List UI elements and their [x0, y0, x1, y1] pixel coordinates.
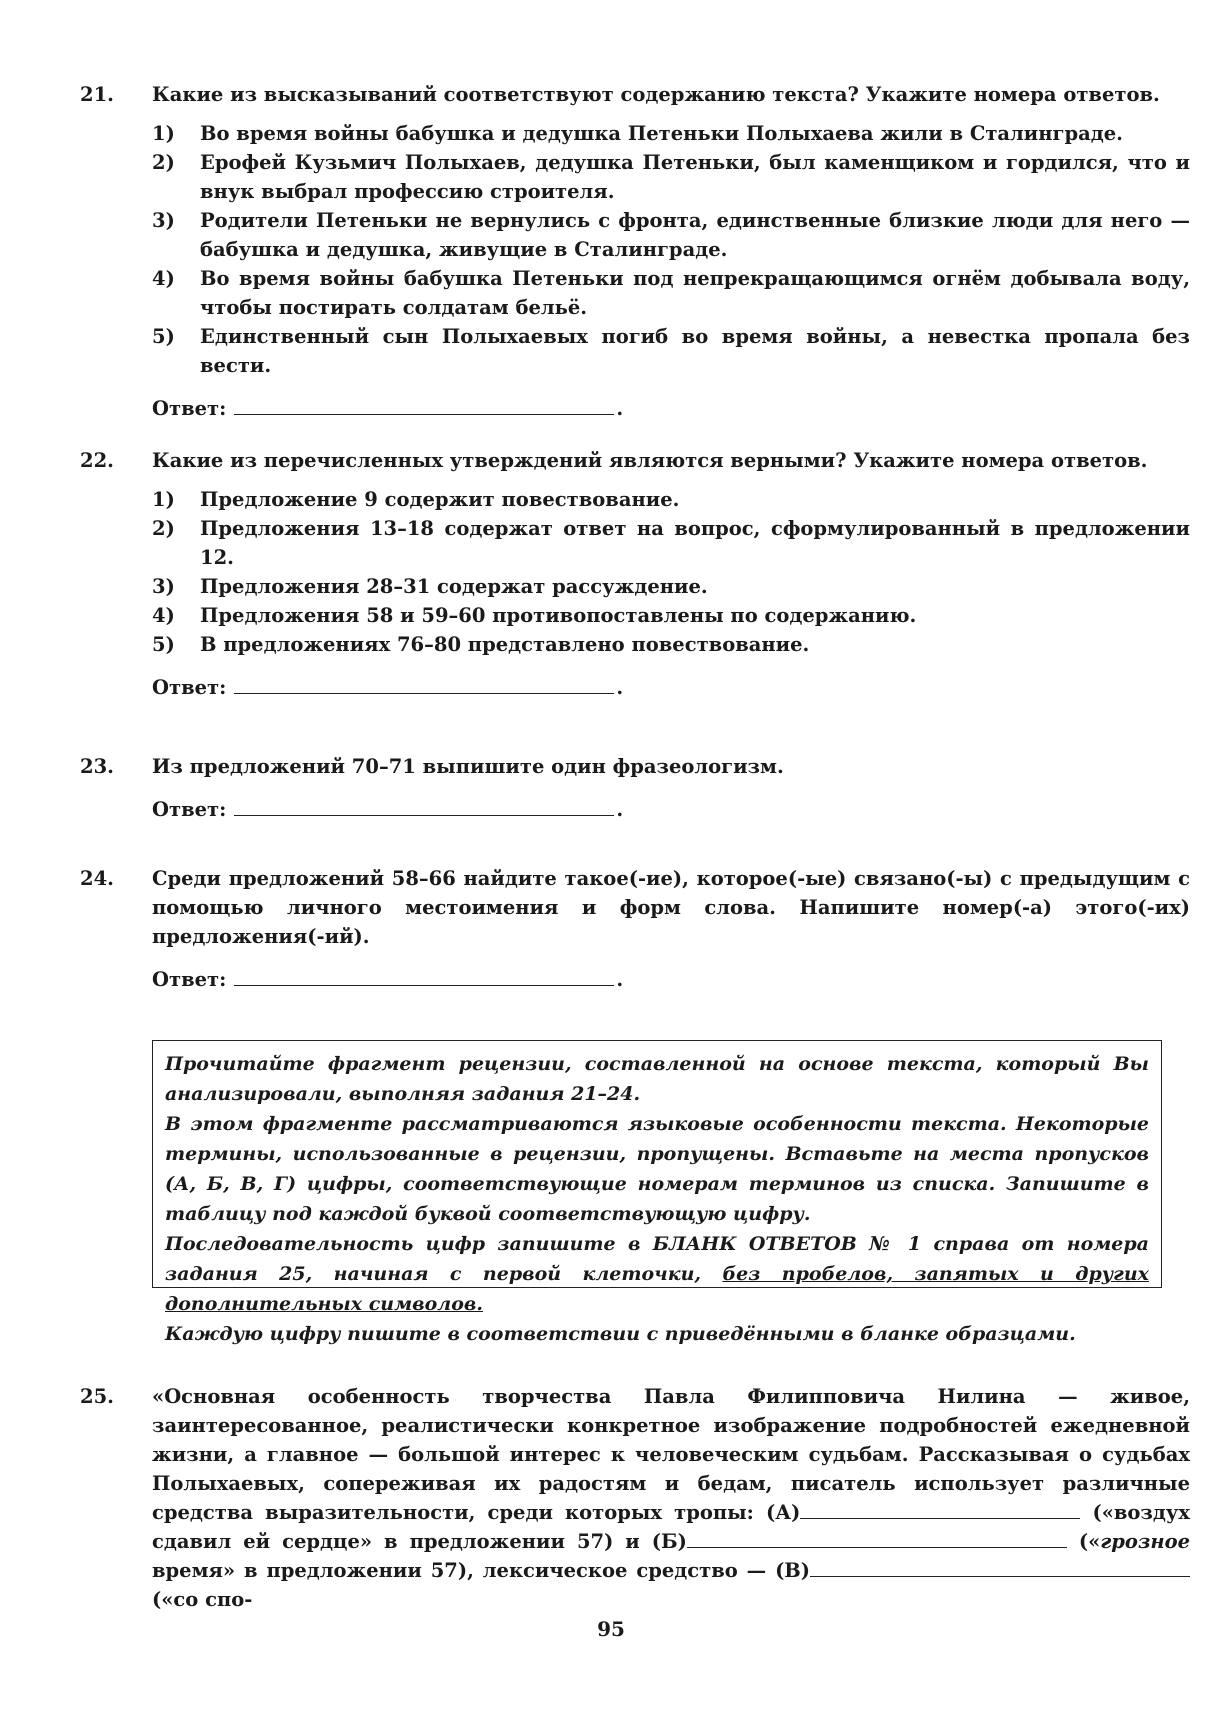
task-25 — [80, 1382, 1190, 1614]
option-text: Во время войны бабушка и дедушка Петеньки Полыхаева жили в Сталинграде. — [200, 122, 1123, 145]
option-item — [152, 264, 1190, 322]
page-number: 95 — [597, 1617, 625, 1641]
instruction-paragraph: Каждую цифру пишите в соответствии с приведёнными в бланке образцами. — [165, 1323, 1076, 1345]
review-italic-word: грозное — [1100, 1530, 1191, 1553]
blank-label-a: (А) — [766, 1501, 801, 1524]
option-number: 1) — [152, 488, 175, 511]
answer-field[interactable] — [234, 963, 614, 986]
option-number: 5) — [152, 325, 175, 348]
option-item — [152, 322, 1190, 380]
task-question: Среди предложений 58–66 найдите такое(-ие), которое(-ые) связано(-ы) с предыдущим с помощью личного местоимения и форм слова. Напишите номер(-а) этого(-их) предложения(-ий). — [152, 867, 1190, 948]
answer-row: Ответ: . — [152, 671, 1190, 702]
answer-label: Ответ: — [152, 968, 227, 991]
options-list — [152, 119, 1190, 380]
option-item — [152, 572, 1190, 601]
option-text: Предложение 9 содержит повествование. — [200, 488, 680, 511]
answer-field[interactable] — [234, 392, 614, 415]
option-text: Родители Петеньки не вернулись с фронта, единственные близкие люди для него — бабушка и дедушка, живущие в Сталинграде. — [200, 209, 1190, 261]
answer-row: Ответ: . — [152, 793, 1190, 824]
options-list — [152, 485, 1190, 659]
answer-label: Ответ: — [152, 397, 227, 420]
instruction-paragraph — [165, 1229, 1149, 1319]
task-number: 21. — [80, 83, 114, 106]
option-number: 2) — [152, 151, 175, 174]
task-22 — [80, 446, 1190, 702]
option-number: 2) — [152, 517, 175, 540]
option-text: Во время войны бабушка Петеньки под непрекращающимся огнём добывала воду, чтобы постирать солдатам бельё. — [200, 267, 1190, 319]
option-item — [152, 148, 1190, 206]
blank-a-field[interactable] — [800, 1498, 1080, 1519]
option-number: 3) — [152, 575, 175, 598]
option-text: Ерофей Кузьмич Полыхаев, дедушка Петеньки, был каменщиком и гордился, что и внук выбрал профессию строителя. — [200, 151, 1190, 203]
option-text: Предложения 58 и 59–60 противопоставлены по содержанию. — [200, 604, 917, 627]
answer-field[interactable] — [234, 671, 614, 694]
answer-label: Ответ: — [152, 798, 227, 821]
answer-field[interactable] — [234, 793, 614, 816]
answer-row: Ответ: . — [152, 963, 1190, 994]
option-item — [152, 630, 1190, 659]
task-number: 24. — [80, 867, 114, 890]
answer-row: Ответ: . — [152, 392, 1190, 423]
answer-label: Ответ: — [152, 676, 227, 699]
option-number: 1) — [152, 122, 175, 145]
option-number: 3) — [152, 209, 175, 232]
task-24 — [80, 864, 1190, 994]
blank-label-c: (В) — [775, 1559, 810, 1582]
task-number: 22. — [80, 449, 114, 472]
review-fragment: («воздух сдавил ей сердце» в предложении 57) и — [152, 1501, 1190, 1553]
task-question: Какие из высказываний соответствуют содержанию текста? Укажите номера ответов. — [152, 83, 1160, 106]
review-fragment: «Основная особенность творчества Павла Филипповича Нилина — живое, заинтересованное, реалистически конкретное изображение подробностей ежедневной жизни, а главное — большой интерес к человеческим судьбам. Рассказывая о судьбах Полыхаевых, сопереживая их радостям и бедам, писатель использует различные средства выразительности, среди которых тропы: — [152, 1385, 1190, 1524]
instruction-box — [152, 1040, 1162, 1345]
option-number: 4) — [152, 604, 175, 627]
blank-c-field[interactable] — [810, 1556, 1190, 1577]
task-question: Из предложений 70–71 выпишите один фразеологизм. — [152, 755, 784, 778]
task-question: Какие из перечисленных утверждений являются верными? Укажите номера ответов. — [152, 449, 1148, 472]
option-text: В предложениях 76–80 представлено повествование. — [200, 633, 810, 656]
instruction-text: Последовательность цифр запишите в БЛАНК ОТВЕТОВ № 1 справа от номера задания 25, начиная с первой клеточки, — [165, 1233, 1149, 1285]
option-item — [152, 514, 1190, 572]
task-number: 25. — [80, 1385, 114, 1408]
option-text: Предложения 13–18 содержат ответ на вопрос, сформулированный в предложении 12. — [200, 517, 1190, 569]
task-number: 23. — [80, 755, 114, 778]
blank-b-field[interactable] — [687, 1527, 1067, 1548]
task-21 — [80, 80, 1190, 423]
blank-label-b: (Б) — [651, 1530, 687, 1553]
instruction-paragraph: Прочитайте фрагмент рецензии, составленной на основе текста, который Вы анализировали, выполняя задания 21–24. — [165, 1053, 1149, 1105]
option-item — [152, 206, 1190, 264]
option-item — [152, 485, 1190, 514]
instruction-underlined-text: без пробелов, запятых и других дополнительных символов. — [165, 1263, 1149, 1315]
option-number: 4) — [152, 267, 175, 290]
review-text — [152, 1382, 1190, 1614]
instruction-paragraph: В этом фрагменте рассматриваются языковые особенности текста. Некоторые термины, использованные в рецензии, пропущены. Вставьте на места пропусков (А, Б, В, Г) цифры, соответствующие номерам терминов из списка. Запишите в таблицу под каждой буквой соответствующую цифру. — [165, 1113, 1149, 1225]
review-fragment: время» в предложении 57), лексическое средство — — [152, 1559, 776, 1582]
review-fragment: (« — [1066, 1530, 1101, 1553]
option-text: Предложения 28–31 содержат рассуждение. — [200, 575, 708, 598]
option-item — [152, 601, 1190, 630]
option-text: Единственный сын Полыхаевых погиб во время войны, а невестка пропала без вести. — [200, 325, 1190, 377]
option-item — [152, 119, 1190, 148]
task-23 — [80, 752, 1190, 824]
review-fragment: («со спо- — [152, 1588, 253, 1611]
option-number: 5) — [152, 633, 175, 656]
